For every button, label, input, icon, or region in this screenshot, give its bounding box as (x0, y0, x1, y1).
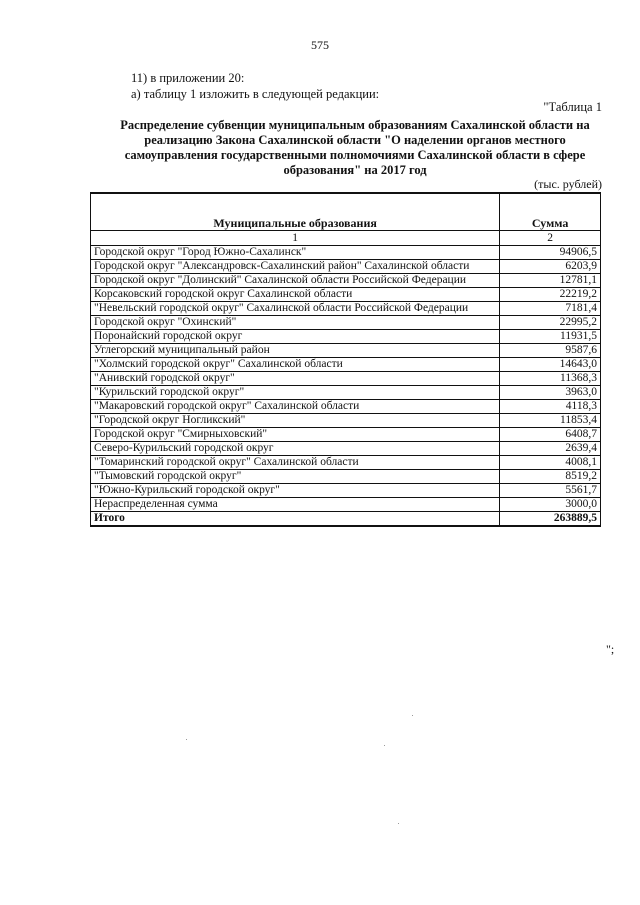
municipality-sum: 6203,9 (500, 260, 601, 274)
municipality-name: "Анивский городской округ" (91, 372, 500, 386)
municipality-name: "Макаровский городской округ" Сахалинской области (91, 400, 500, 414)
table-row (91, 316, 601, 330)
municipality-sum: 2639,4 (500, 442, 601, 456)
municipality-name: Городской округ "Долинский" Сахалинской области Российской Федерации (91, 274, 500, 288)
table-row (91, 428, 601, 442)
municipality-name: "Курильский городской округ" (91, 386, 500, 400)
table-row (91, 288, 601, 302)
municipality-name: Северо-Курильский городской округ (91, 442, 500, 456)
intro-line-2: а) таблицу 1 изложить в следующей редакции: (131, 87, 380, 101)
table-row (91, 442, 601, 456)
municipality-name: Углегорский муниципальный район (91, 344, 500, 358)
document-title: Распределение субвенции муниципальным образованиям Сахалинской области на реализацию Закона Сахалинской области "О наделении органов местного самоуправления государственными полномочиями Сахалинской области в сфере образования" на 2017 год (120, 118, 590, 177)
table-row (91, 372, 601, 386)
municipality-sum: 7181,4 (500, 302, 601, 316)
table-row (91, 330, 601, 344)
table-row (91, 274, 601, 288)
municipality-name: Городской округ "Александровск-Сахалинский район" Сахалинской области (91, 260, 500, 274)
header-municipalities: Муниципальные образования (91, 193, 500, 231)
municipality-sum: 22219,2 (500, 288, 601, 302)
municipality-sum: 6408,7 (500, 428, 601, 442)
table-row (91, 246, 601, 260)
closing-mark: "; (606, 642, 615, 656)
municipality-name: "Городской округ Ногликский" (91, 414, 500, 428)
table-row (91, 484, 601, 498)
scan-speck (384, 745, 385, 746)
municipality-name: Городской округ "Охинский" (91, 316, 500, 330)
municipality-sum: 5561,7 (500, 484, 601, 498)
scan-speck (412, 715, 413, 716)
intro-line-1: 11) в приложении 20: (131, 71, 245, 85)
table-row (91, 344, 601, 358)
municipality-name: "Тымовский городской округ" (91, 470, 500, 484)
total-sum: 263889,5 (500, 512, 601, 527)
municipality-sum: 4118,3 (500, 400, 601, 414)
table-label: "Таблица 1 (543, 100, 602, 114)
municipality-name: "Невельский городской округ" Сахалинской области Российской Федерации (91, 302, 500, 316)
municipality-name: Поронайский городской округ (91, 330, 500, 344)
table-row (91, 498, 601, 512)
intro-text (131, 70, 379, 102)
column-number-row (91, 231, 601, 246)
municipality-name: Корсаковский городской округ Сахалинской области (91, 288, 500, 302)
header-sum: Сумма (500, 193, 601, 231)
total-row (91, 512, 601, 527)
municipality-sum: 22995,2 (500, 316, 601, 330)
municipality-sum: 8519,2 (500, 470, 601, 484)
municipality-sum: 11931,5 (500, 330, 601, 344)
units-label: (тыс. рублей) (534, 177, 602, 191)
table-body (91, 246, 601, 527)
total-label: Итого (91, 512, 500, 527)
column-number-1: 1 (91, 231, 500, 246)
municipality-sum: 11853,4 (500, 414, 601, 428)
table-row (91, 358, 601, 372)
municipality-sum: 4008,1 (500, 456, 601, 470)
table-row (91, 260, 601, 274)
table-row (91, 456, 601, 470)
subvention-table (90, 192, 601, 527)
municipality-sum: 94906,5 (500, 246, 601, 260)
table-row (91, 386, 601, 400)
column-number-2: 2 (500, 231, 601, 246)
table-row (91, 470, 601, 484)
municipality-sum: 9587,6 (500, 344, 601, 358)
scan-speck (186, 739, 187, 740)
scan-speck (398, 823, 399, 824)
municipality-name: "Холмский городской округ" Сахалинской области (91, 358, 500, 372)
municipality-sum: 12781,1 (500, 274, 601, 288)
municipality-sum: 14643,0 (500, 358, 601, 372)
municipality-name: Нераспределенная сумма (91, 498, 500, 512)
municipality-sum: 3963,0 (500, 386, 601, 400)
table-header-row (91, 193, 601, 231)
municipality-name: "Томаринский городской округ" Сахалинской области (91, 456, 500, 470)
municipality-sum: 11368,3 (500, 372, 601, 386)
municipality-name: "Южно-Курильский городской округ" (91, 484, 500, 498)
table-row (91, 400, 601, 414)
table-row (91, 302, 601, 316)
municipality-name: Городской округ "Город Южно-Сахалинск" (91, 246, 500, 260)
table-row (91, 414, 601, 428)
municipality-name: Городской округ "Смирныховский" (91, 428, 500, 442)
page-number: 575 (311, 38, 329, 52)
municipality-sum: 3000,0 (500, 498, 601, 512)
